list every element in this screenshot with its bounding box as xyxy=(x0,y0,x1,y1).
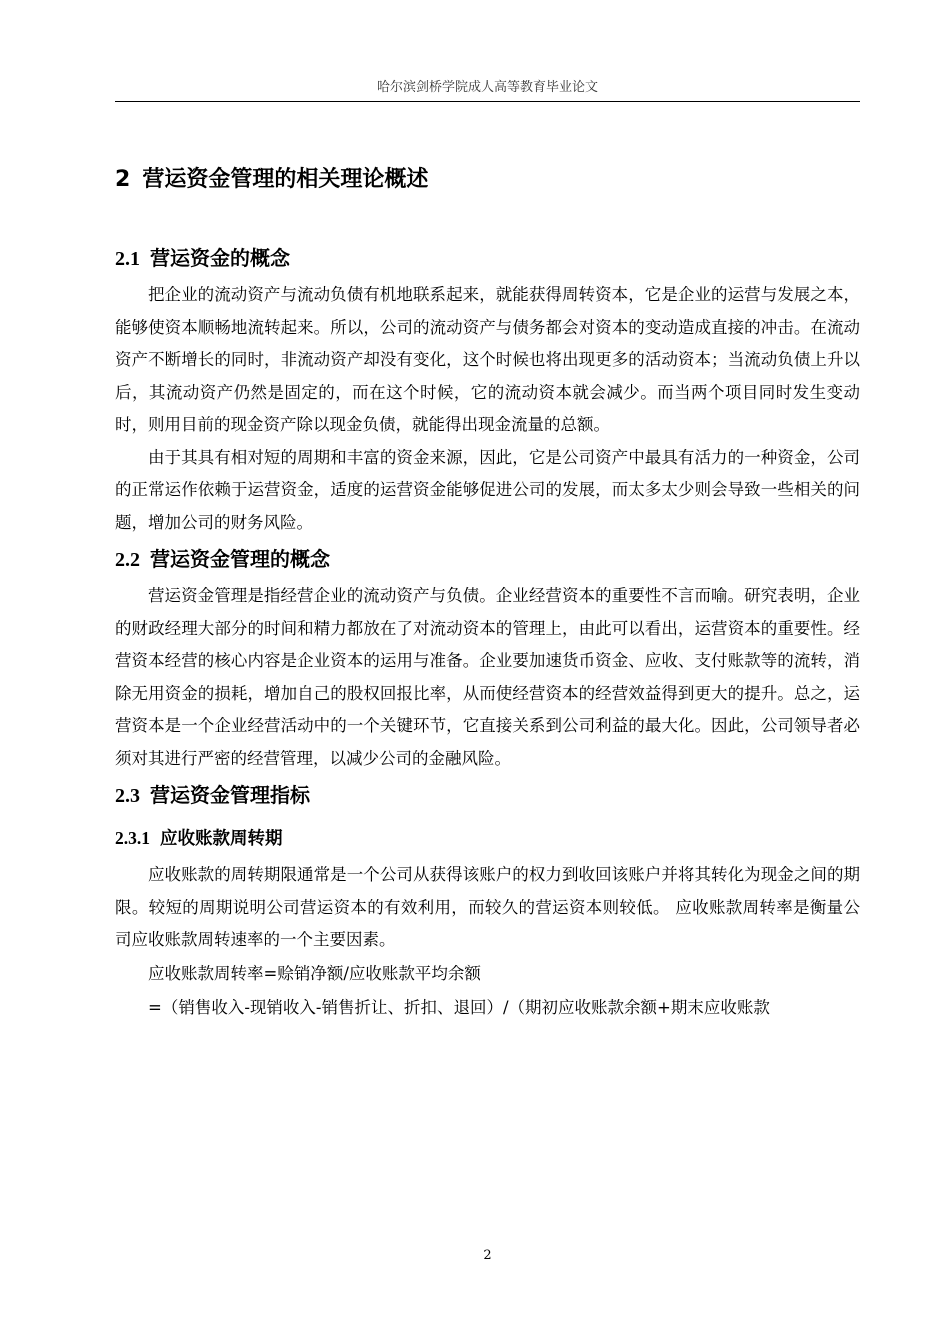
section-title: 营运资金管理指标 xyxy=(150,783,310,807)
page-number: 2 xyxy=(483,1248,492,1263)
header-rule xyxy=(115,101,860,102)
formula-line: 应收账款周转率=赊销净额/应收账款平均余额 xyxy=(148,963,481,983)
running-header: 哈尔滨剑桥学院成人高等教育毕业论文 xyxy=(376,80,598,95)
section-title: 营运资金的概念 xyxy=(150,246,290,270)
subsection-heading-2-3-1 xyxy=(115,818,860,859)
chapter-title: 营运资金管理的相关理论概述 xyxy=(142,167,429,192)
paragraph: 把企业的流动资产与流动负债有机地联系起来，就能获得周转资本，它是企业的运营与发展之本，能够使资本顺畅地流转起来。所以，公司的流动资产与债务都会对资本的变动造成直接的冲击。在流动资产不断增长的同时，非流动资产却没有变化，这个时候也将出现更多的活动资本；当流动负债上升以后，其流动资产仍然是固定的，而在这个时候，它的流动资本就会减少。而当两个项目同时发生变动时，则用目前的现金资产除以现金负债，就能得出现金流量的总额。 xyxy=(115,285,860,434)
section-heading-2-3 xyxy=(115,775,860,816)
chapter-heading xyxy=(115,150,860,210)
chapter-number: 2 xyxy=(115,167,131,192)
page-content xyxy=(115,150,860,1025)
formula-line: =（销售收入-现销收入-销售折让、折扣、退回）/（期初应收账款余额+期末应收账款 xyxy=(148,997,770,1017)
section-number: 2.2 xyxy=(115,549,140,571)
section-heading-2-1 xyxy=(115,238,860,279)
paragraph: 应收账款的周转期限通常是一个公司从获得该账户的权力到收回该账户并将其转化为现金之间的期限。较短的周期说明公司营运资本的有效利用，而较久的营运资本则较低。 应收账款周转率是衡量公司应收账款周转速率的一个主要因素。 xyxy=(115,865,860,949)
paragraph: 营运资金管理是指经营企业的流动资产与负债。企业经营资本的重要性不言而喻。研究表明，企业的财政经理大部分的时间和精力都放在了对流动资本的管理上，由此可以看出，运营资本的重要性。经营资本经营的核心内容是企业资本的运用与准备。企业要加速货币资金、应收、支付账款等的流转，消除无用资金的损耗，增加自己的股权回报比率，从而使经营资本的经营效益得到更大的提升。总之，运营资本是一个企业经营活动中的一个关键环节，它直接关系到公司利益的最大化。因此，公司领导者必须对其进行严密的经营管理，以减少公司的金融风险。 xyxy=(115,586,860,768)
section-number: 2.3 xyxy=(115,785,140,807)
paragraph: 由于其具有相对短的周期和丰富的资金来源，因此，它是公司资产中最具有活力的一种资金，公司的正常运作依赖于运营资金，适度的运营资金能够促进公司的发展，而太多太少则会导致一些相关的问题，增加公司的财务风险。 xyxy=(115,447,860,532)
subsection-title: 应收账款周转期 xyxy=(160,829,283,849)
section-title: 营运资金管理的概念 xyxy=(150,547,330,571)
subsection-number: 2.3.1 xyxy=(115,828,150,848)
section-heading-2-2 xyxy=(115,539,860,580)
section-number: 2.1 xyxy=(115,248,140,270)
